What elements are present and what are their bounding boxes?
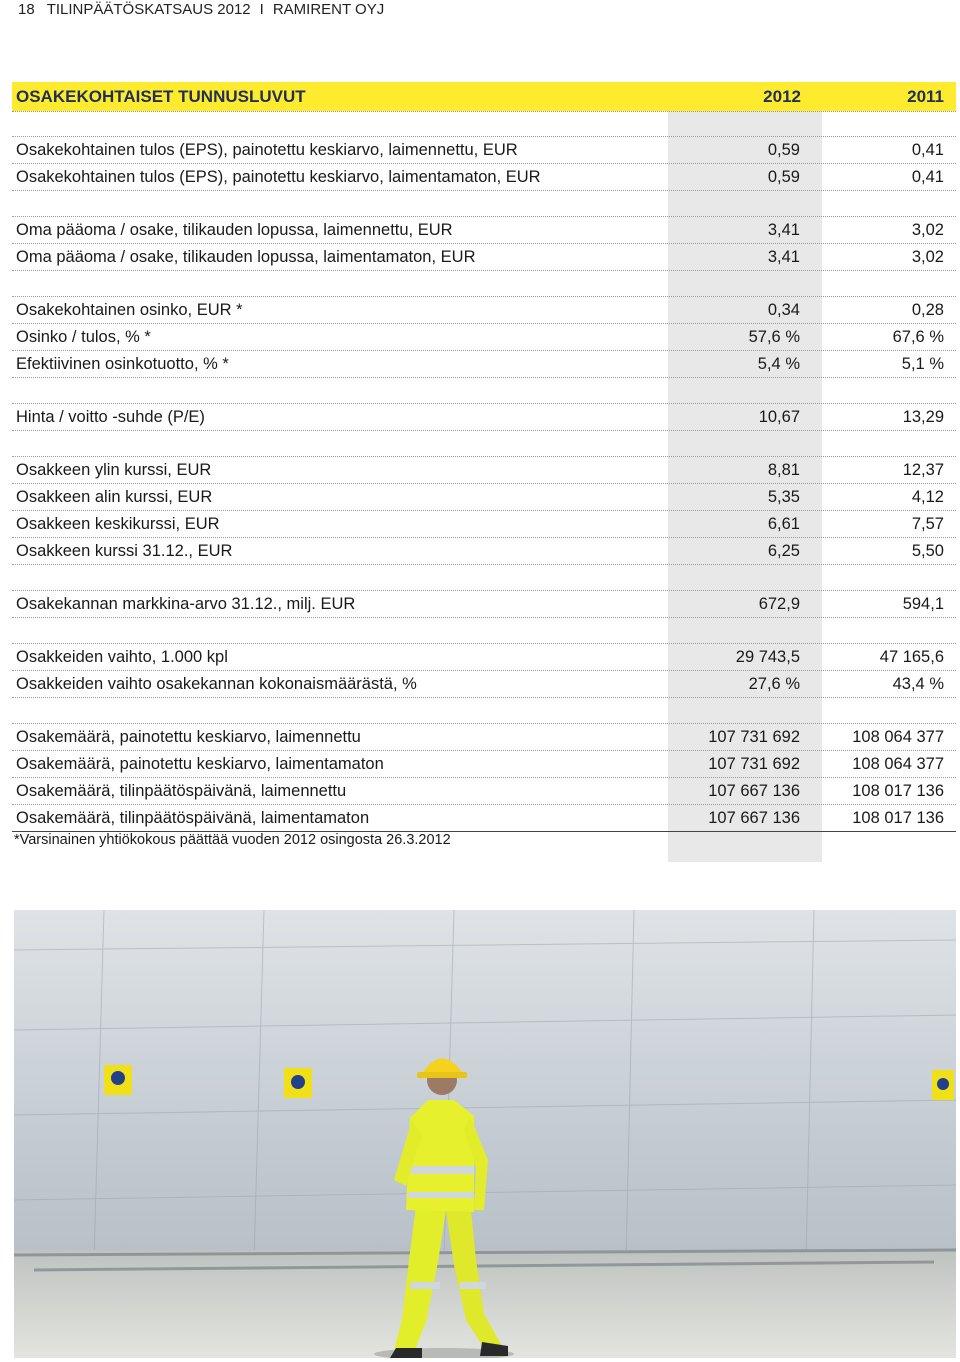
value-2012: 107 731 692 bbox=[708, 728, 800, 746]
table-spacer-row bbox=[12, 618, 956, 644]
table-row bbox=[12, 351, 956, 378]
value-2012: 6,25 bbox=[767, 542, 800, 560]
row-label: Osakkeen alin kurssi, EUR bbox=[16, 488, 213, 506]
value-2011: 47 165,6 bbox=[879, 648, 944, 666]
key-figures-table bbox=[12, 82, 956, 832]
value-2011: 67,6 % bbox=[892, 328, 944, 346]
value-2012: 29 743,5 bbox=[735, 648, 800, 666]
table-spacer-row bbox=[12, 431, 956, 457]
value-2012: 0,59 bbox=[767, 141, 800, 159]
table-row bbox=[12, 751, 956, 778]
value-2011: 7,57 bbox=[911, 515, 944, 533]
value-2012: 0,34 bbox=[767, 301, 800, 319]
row-label: Osakkeen keskikurssi, EUR bbox=[16, 515, 220, 533]
construction-worker-photo bbox=[14, 910, 956, 1358]
value-2011: 108 017 136 bbox=[852, 782, 944, 800]
table-row bbox=[12, 671, 956, 698]
table-row bbox=[12, 137, 956, 164]
value-2011: 108 064 377 bbox=[852, 728, 944, 746]
value-2011: 13,29 bbox=[902, 408, 944, 426]
table-row bbox=[12, 217, 956, 244]
row-label: Efektiivinen osinkotuotto, % * bbox=[16, 355, 229, 373]
table-row bbox=[12, 538, 956, 565]
row-label: Osakemäärä, painotettu keskiarvo, laimentamaton bbox=[16, 755, 384, 773]
value-2012: 3,41 bbox=[767, 221, 800, 239]
table-spacer-row bbox=[12, 378, 956, 404]
row-label: Hinta / voitto -suhde (P/E) bbox=[16, 408, 205, 426]
row-label: Osakekohtainen tulos (EPS), painotettu keskiarvo, laimennettu, EUR bbox=[16, 141, 518, 159]
value-2012: 0,59 bbox=[767, 168, 800, 186]
row-label: Osakemäärä, tilinpäätöspäivänä, laimentamaton bbox=[16, 809, 370, 827]
value-2012: 6,61 bbox=[767, 515, 800, 533]
row-label: Osakkeen ylin kurssi, EUR bbox=[16, 461, 212, 479]
table-row bbox=[12, 511, 956, 538]
value-2012: 5,4 % bbox=[757, 355, 800, 373]
company-name: RAMIRENT OYJ bbox=[272, 1, 385, 18]
row-label: Osakkeiden vaihto osakekannan kokonaismäärästä, % bbox=[16, 675, 417, 693]
value-2012: 27,6 % bbox=[748, 675, 800, 693]
row-label: Oma pääoma / osake, tilikauden lopussa, laimennettu, EUR bbox=[16, 221, 453, 239]
table-row bbox=[12, 805, 956, 832]
value-2012: 107 731 692 bbox=[708, 755, 800, 773]
column-header-2012: 2012 bbox=[763, 87, 801, 106]
value-2011: 0,41 bbox=[911, 168, 944, 186]
value-2011: 5,1 % bbox=[901, 355, 944, 373]
table-spacer-row bbox=[12, 111, 956, 137]
row-label: Osakemäärä, painotettu keskiarvo, laimennettu bbox=[16, 728, 361, 746]
row-label: Osakkeen kurssi 31.12., EUR bbox=[16, 542, 233, 560]
value-2011: 0,28 bbox=[911, 301, 944, 319]
value-2011: 3,02 bbox=[911, 248, 944, 266]
table-spacer-row bbox=[12, 191, 956, 217]
table-spacer-row bbox=[12, 565, 956, 591]
table-row bbox=[12, 404, 956, 431]
table-body bbox=[12, 111, 956, 832]
value-2011: 108 017 136 bbox=[852, 809, 944, 827]
value-2011: 594,1 bbox=[902, 595, 944, 613]
table-row bbox=[12, 644, 956, 671]
row-label: Osinko / tulos, % * bbox=[16, 328, 151, 346]
value-2012: 107 667 136 bbox=[708, 782, 800, 800]
value-2012: 10,67 bbox=[758, 408, 800, 426]
table-row bbox=[12, 724, 956, 751]
row-label: Oma pääoma / osake, tilikauden lopussa, laimentamaton, EUR bbox=[16, 248, 476, 266]
value-2011: 43,4 % bbox=[892, 675, 944, 693]
value-2012: 57,6 % bbox=[748, 328, 800, 346]
page-number: 18 bbox=[18, 1, 35, 18]
row-label: Osakekannan markkina-arvo 31.12., milj. EUR bbox=[16, 595, 356, 613]
table-row bbox=[12, 164, 956, 191]
row-label: Osakkeiden vaihto, 1.000 kpl bbox=[16, 648, 228, 666]
table-row bbox=[12, 457, 956, 484]
report-section: TILINPÄÄTÖSKATSAUS 2012 bbox=[46, 1, 251, 18]
value-2012: 107 667 136 bbox=[708, 809, 800, 827]
value-2012: 8,81 bbox=[767, 461, 800, 479]
value-2011: 108 064 377 bbox=[852, 755, 944, 773]
table-row bbox=[12, 297, 956, 324]
header-separator: I bbox=[259, 1, 264, 18]
table-row bbox=[12, 591, 956, 618]
value-2012: 5,35 bbox=[767, 488, 800, 506]
row-label: Osakekohtainen osinko, EUR * bbox=[16, 301, 243, 319]
table-spacer-row bbox=[12, 698, 956, 724]
value-2011: 5,50 bbox=[911, 542, 944, 560]
value-2011: 0,41 bbox=[911, 141, 944, 159]
photo-illustration bbox=[14, 910, 956, 1358]
table-header bbox=[12, 82, 956, 111]
value-2011: 12,37 bbox=[902, 461, 944, 479]
value-2012: 3,41 bbox=[767, 248, 800, 266]
page-header bbox=[18, 0, 384, 20]
table-row bbox=[12, 324, 956, 351]
column-header-2011: 2011 bbox=[907, 87, 944, 106]
value-2011: 4,12 bbox=[911, 488, 944, 506]
row-label: Osakemäärä, tilinpäätöspäivänä, laimennettu bbox=[16, 782, 347, 800]
table-title: OSAKEKOHTAISET TUNNUSLUVUT bbox=[16, 87, 306, 106]
dividend-footnote: *Varsinainen yhtiökokous päättää vuoden 2012 osingosta 26.3.2012 bbox=[14, 832, 451, 848]
table-spacer-row bbox=[12, 271, 956, 297]
value-2012: 672,9 bbox=[758, 595, 800, 613]
row-label: Osakekohtainen tulos (EPS), painotettu keskiarvo, laimentamaton, EUR bbox=[16, 168, 541, 186]
value-2011: 3,02 bbox=[911, 221, 944, 239]
table-row bbox=[12, 244, 956, 271]
table-row bbox=[12, 778, 956, 805]
table-row bbox=[12, 484, 956, 511]
